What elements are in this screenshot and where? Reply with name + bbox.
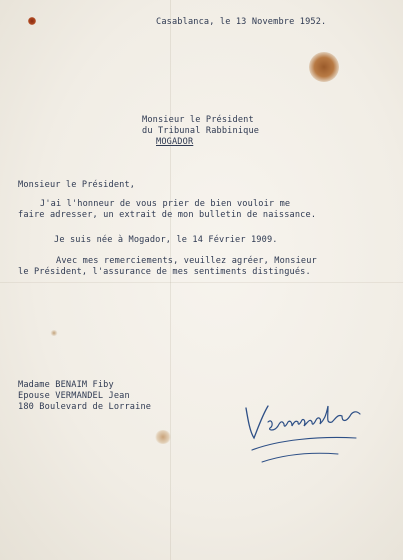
recipient-line-1: Monsieur le Président	[142, 115, 254, 125]
recipient-line-3: MOGADOR	[156, 137, 194, 147]
paper-fold-vertical	[170, 0, 171, 560]
body-paragraph-1-line-2: faire adresser, un extrait de mon bulletin de naissance.	[18, 210, 317, 220]
recipient-line-2: du Tribunal Rabbinique	[142, 126, 260, 136]
salutation: Monsieur le Président,	[18, 180, 136, 190]
sender-line-1: Madame BENAIM Fiby	[18, 380, 114, 390]
handwritten-signature	[238, 392, 370, 472]
body-paragraph-1-line-1: J'ai l'honneur de vous prier de bien vouloir me	[40, 199, 291, 209]
body-paragraph-2: Je suis née à Mogador, le 14 Février 1909.	[54, 235, 278, 245]
paper-spot	[50, 330, 58, 336]
ink-dot-stain	[28, 17, 36, 25]
closing-paragraph-line-2: le Président, l'assurance de mes sentiments distingués.	[18, 267, 311, 277]
closing-paragraph-line-1: Avec mes remerciements, veuillez agréer, Monsieur	[56, 256, 317, 266]
sender-line-2: Epouse VERMANDEL Jean	[18, 391, 130, 401]
sender-line-3: 180 Boulevard de Lorraine	[18, 402, 152, 412]
paper-stain	[155, 430, 171, 444]
rust-stain	[309, 52, 339, 82]
date-line: Casablanca, le 13 Novembre 1952.	[156, 17, 327, 27]
paper-fold-horizontal	[0, 282, 403, 283]
